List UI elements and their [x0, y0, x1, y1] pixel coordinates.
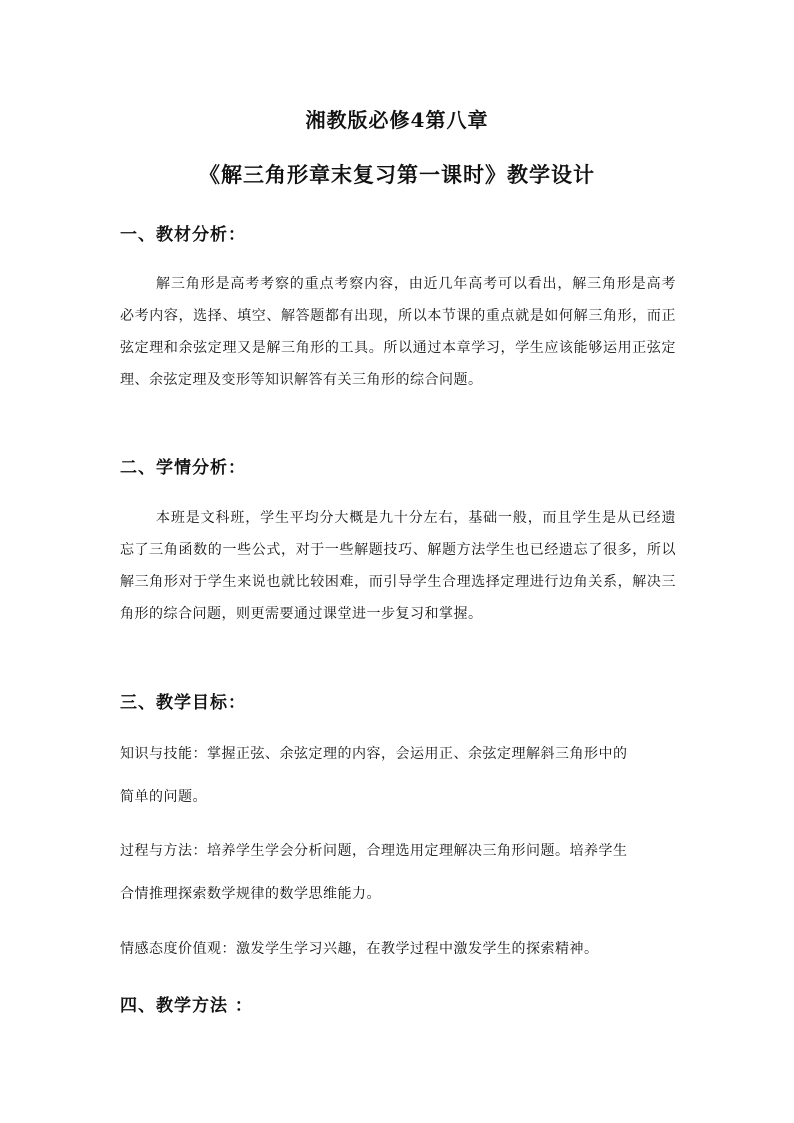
- section-heading-textbook-analysis: 一、教材分析：: [120, 225, 246, 245]
- goal-knowledge-line-2: 简单的问题。: [120, 789, 207, 805]
- goal-knowledge-line-1: 知识与技能：掌握正弦、余弦定理的内容，会运用正、余弦定理解斜三角形中的: [120, 746, 628, 762]
- section-heading-teaching-goals: 三、教学目标：: [120, 693, 246, 713]
- section-paragraph-textbook-analysis: 解三角形是高考考察的重点考察内容，由近几年高考可以看出，解三角形是高考必考内容，选择、填空、解答题都有出现，所以本节课的重点就是如何解三角形，而正弦定理和余弦定理又是解三角形的工具。所以通过本章学习，学生应该能够运用正弦定理、余弦定理及变形等知识解答有关三角形的综合问题。: [120, 276, 676, 388]
- section-paragraph-student-analysis: 本班是文科班，学生平均分大概是九十分左右，基础一般，而且学生是从已经遗忘了三角函数的一些公式，对于一些解题技巧、解题方法学生也已经遗忘了很多，所以解三角形对于学生来说也就比较困难，而引导学生合理选择定理进行边角关系，解决三角形的综合问题，则更需要通过课堂进一步复习和掌握。: [120, 510, 676, 622]
- document-subtitle: 《解三角形章末复习第一课时》教学设计: [199, 162, 595, 187]
- goal-process-line-2: 合情推理探索数学规律的数学思维能力。: [120, 886, 381, 902]
- goal-process-line-1: 过程与方法：培养学生学会分析问题，合理选用定理解决三角形问题。培养学生: [120, 843, 628, 859]
- goal-emotion-line: 情感态度价值观：激发学生学习兴趣，在教学过程中激发学生的探索精神。: [120, 941, 599, 957]
- document-title: 湘教版必修4第八章: [305, 108, 489, 132]
- section-heading-student-analysis: 二、学情分析：: [120, 458, 246, 478]
- section-heading-teaching-methods: 四、教学方法 ：: [120, 996, 253, 1016]
